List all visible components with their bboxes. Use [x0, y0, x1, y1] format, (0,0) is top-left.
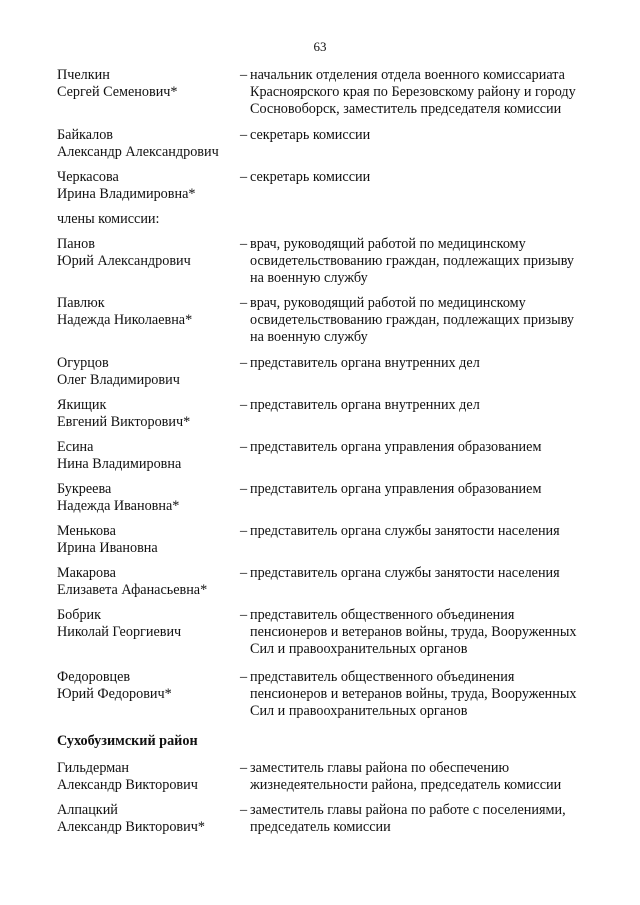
role-line: представитель органа службы занятости населения [250, 565, 560, 581]
member-surname: Пчелкин [57, 67, 110, 83]
member-role [240, 565, 600, 582]
member-name [57, 607, 237, 641]
member-role [240, 67, 600, 118]
member-given-names: Александр Викторович* [57, 819, 205, 835]
role-line: представитель общественного объединения [250, 669, 515, 685]
member-name [57, 669, 237, 703]
role-line: жизнедеятельности района, председатель комиссии [250, 777, 562, 793]
member-surname: Менькова [57, 523, 116, 539]
member-name [57, 169, 237, 203]
member-given-names: Ирина Владимировна* [57, 186, 196, 202]
member-surname: Гильдерман [57, 760, 129, 776]
member-given-names: Олег Владимирович [57, 372, 180, 388]
member-given-names: Юрий Федорович* [57, 686, 172, 702]
role-line: секретарь комиссии [250, 169, 371, 185]
member-given-names: Николай Георгиевич [57, 624, 182, 640]
role-dash: – [240, 760, 248, 776]
member-given-names: Евгений Викторович* [57, 414, 191, 430]
member-surname: Павлюк [57, 295, 105, 311]
role-line: представитель органа внутренних дел [250, 355, 480, 371]
role-line: представитель органа службы занятости населения [250, 523, 560, 539]
member-role [240, 523, 600, 540]
role-dash: – [240, 127, 248, 143]
member-surname: Байкалов [57, 127, 114, 143]
member-given-names: Ирина Ивановна [57, 540, 158, 556]
member-name [57, 397, 237, 431]
role-line: пенсионеров и ветеранов войны, труда, Вооруженных [250, 624, 577, 640]
role-line: начальник отделения отдела военного комиссариата [250, 67, 565, 83]
role-line: представитель органа управления образованием [250, 439, 542, 455]
member-name [57, 481, 237, 515]
member-surname: Бобрик [57, 607, 102, 623]
member-surname: Якищик [57, 397, 107, 413]
member-role [240, 397, 600, 414]
role-line: Красноярского края по Березовскому району и городу [250, 84, 576, 100]
role-dash: – [240, 523, 248, 539]
member-given-names: Александр Викторович [57, 777, 198, 793]
member-surname: Макарова [57, 565, 116, 581]
role-dash: – [240, 481, 248, 497]
member-role [240, 481, 600, 498]
member-name [57, 127, 237, 161]
member-role [240, 802, 600, 836]
member-name [57, 295, 237, 329]
member-surname: Букреева [57, 481, 112, 497]
member-given-names: Сергей Семенович* [57, 84, 178, 100]
role-line: представитель органа управления образованием [250, 481, 542, 497]
role-line: врач, руководящий работой по медицинскому [250, 236, 526, 252]
member-surname: Черкасова [57, 169, 119, 185]
role-line: секретарь комиссии [250, 127, 371, 143]
member-name [57, 802, 237, 836]
member-surname: Огурцов [57, 355, 109, 371]
member-name [57, 355, 237, 389]
role-dash: – [240, 67, 248, 83]
role-dash: – [240, 355, 248, 371]
member-role [240, 439, 600, 456]
role-line: освидетельствованию граждан, подлежащих призыву [250, 312, 574, 328]
role-line: Сил и правоохранительных органов [250, 703, 468, 719]
member-given-names: Елизавета Афанасьевна* [57, 582, 208, 598]
member-name [57, 565, 237, 599]
member-name [57, 236, 237, 270]
member-given-names: Надежда Николаевна* [57, 312, 193, 328]
member-name [57, 523, 237, 557]
member-given-names: Юрий Александрович [57, 253, 191, 269]
role-line: врач, руководящий работой по медицинскому [250, 295, 526, 311]
role-dash: – [240, 397, 248, 413]
role-dash: – [240, 169, 248, 185]
member-given-names: Надежда Ивановна* [57, 498, 180, 514]
member-role [240, 607, 600, 658]
member-role [240, 295, 600, 346]
member-surname: Панов [57, 236, 95, 252]
member-role [240, 355, 600, 372]
role-line: на военную службу [250, 270, 368, 286]
member-surname: Федоровцев [57, 669, 131, 685]
role-line: освидетельствованию граждан, подлежащих призыву [250, 253, 574, 269]
member-role [240, 169, 600, 186]
member-name [57, 760, 237, 794]
role-line: пенсионеров и ветеранов войны, труда, Вооруженных [250, 686, 577, 702]
role-line: председатель комиссии [250, 819, 391, 835]
role-dash: – [240, 802, 248, 818]
role-dash: – [240, 439, 248, 455]
role-line: представитель органа внутренних дел [250, 397, 480, 413]
member-name [57, 439, 237, 473]
role-dash: – [240, 669, 248, 685]
role-line: заместитель главы района по работе с поселениями, [250, 802, 566, 818]
role-dash: – [240, 607, 248, 623]
role-dash: – [240, 236, 248, 252]
member-role [240, 669, 600, 720]
role-dash: – [240, 295, 248, 311]
member-surname: Есина [57, 439, 94, 455]
member-role [240, 127, 600, 144]
section-heading: Сухобузимский район [57, 733, 198, 749]
role-line: Сил и правоохранительных органов [250, 641, 468, 657]
page-number: 63 [313, 39, 327, 54]
role-line: Сосновоборск, заместитель председателя комиссии [250, 101, 562, 117]
member-role [240, 236, 600, 287]
member-name [57, 67, 237, 101]
role-dash: – [240, 565, 248, 581]
role-line: заместитель главы района по обеспечению [250, 760, 510, 776]
member-given-names: Александр Александрович [57, 144, 219, 160]
member-surname: Алпацкий [57, 802, 118, 818]
role-line: представитель общественного объединения [250, 607, 515, 623]
role-line: на военную службу [250, 329, 368, 345]
member-given-names: Нина Владимировна [57, 456, 182, 472]
member-role [240, 760, 600, 794]
members-label: члены комиссии: [57, 211, 160, 227]
